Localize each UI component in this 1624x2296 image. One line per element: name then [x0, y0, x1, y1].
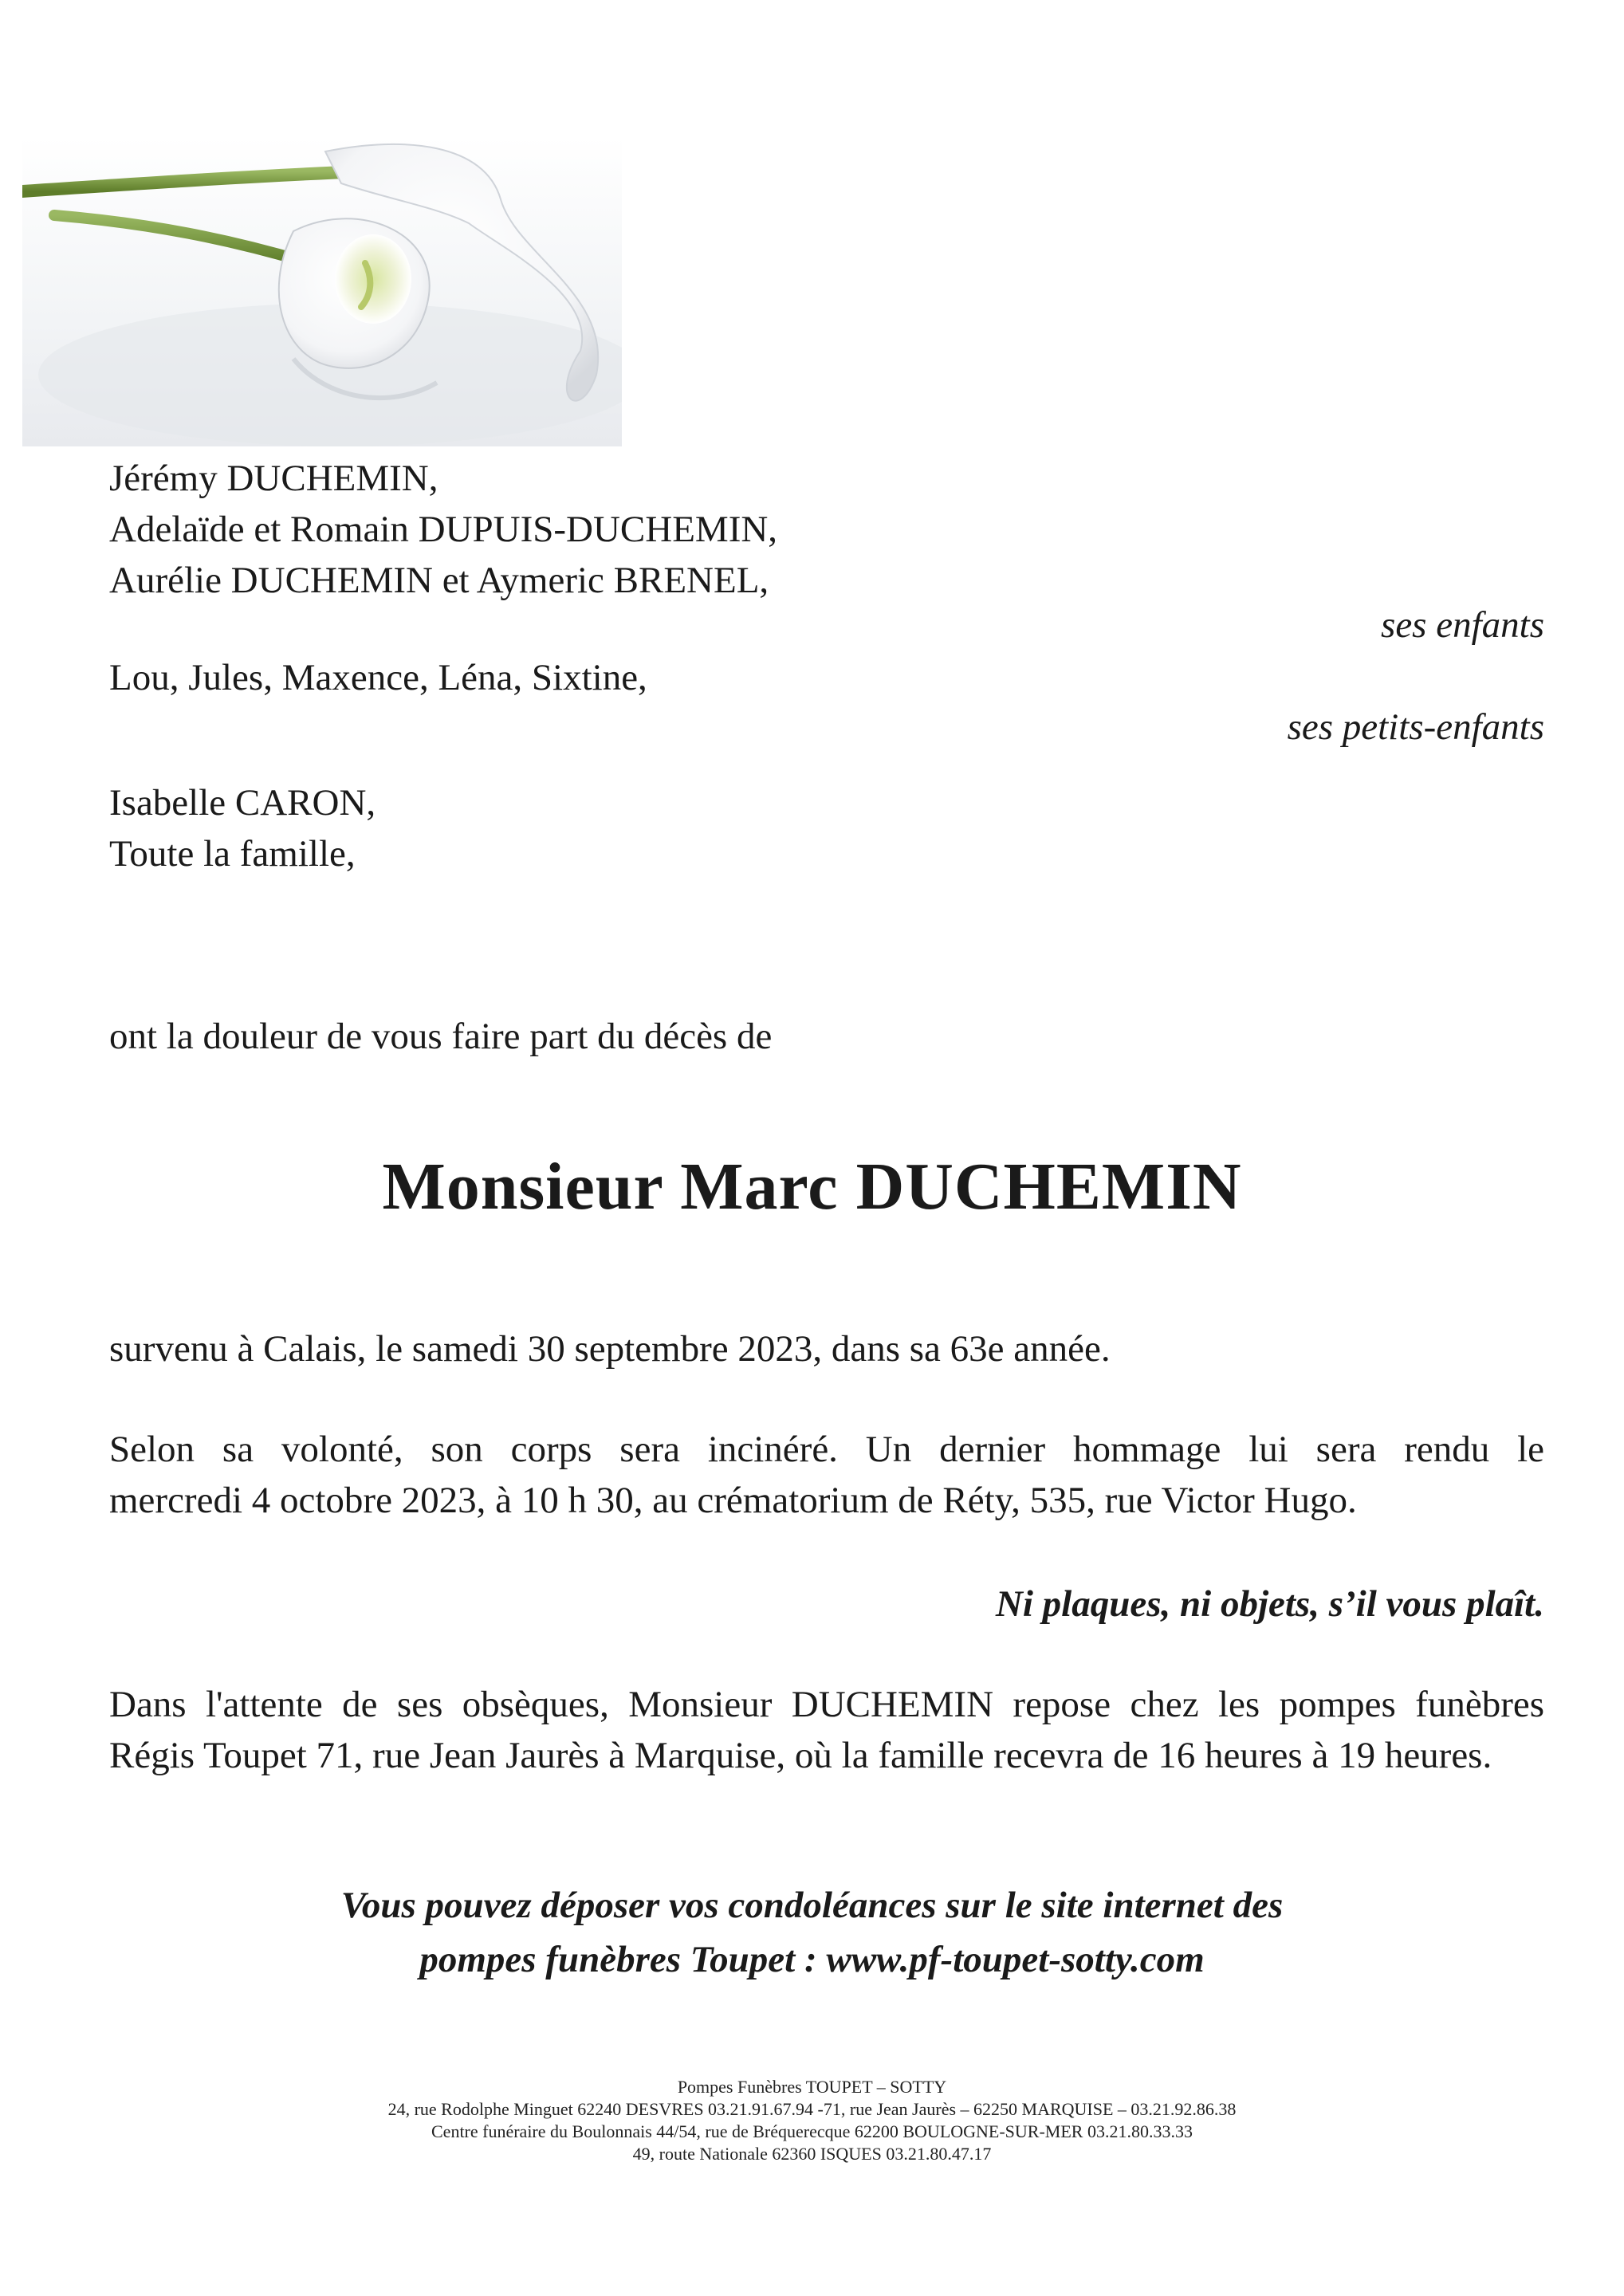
condolences-line: Vous pouvez déposer vos condoléances sur le site internet des: [340, 1885, 1284, 1926]
grandchildren-line: Lou, Jules, Maxence, Léna, Sixtine,: [109, 657, 647, 698]
announcement-intro: ont la douleur de vous faire part du décès de: [109, 1016, 773, 1057]
footer-line: Centre funéraire du Boulonnais 44/54, rue de Bréquerecque 62200 BOULOGNE-SUR-MER 03.21.80.33.33: [431, 2121, 1193, 2141]
calla-lily-image: [22, 136, 622, 446]
footer-line: 49, route Nationale 62360 ISQUES 03.21.80.47.17: [632, 2144, 992, 2164]
repose-line: Dans l'attente de ses obsèques, Monsieur DUCHEMIN repose chez les pompes funèbres: [109, 1684, 1544, 1725]
ceremony-text: [109, 1424, 1544, 1526]
footer-line: 24, rue Rodolphe Minguet 62240 DESVRES 03.21.91.67.94 -71, rue Jean Jaurès – 62250 MARQUISE – 03.21.92.86.38: [387, 2099, 1237, 2119]
ceremony-line: Selon sa volonté, son corps sera incinéré. Un dernier hommage lui sera rendu le: [109, 1429, 1544, 1470]
family-line: Aurélie DUCHEMIN et Aymeric BRENEL,: [109, 560, 769, 601]
ceremony-line: mercredi 4 octobre 2023, à 10 h 30, au crématorium de Réty, 535, rue Victor Hugo.: [109, 1480, 1357, 1521]
repose-text: [109, 1679, 1544, 1781]
family-line: Toute la famille,: [109, 833, 356, 875]
condolences-text: [0, 1878, 1624, 1987]
footer-line: Pompes Funèbres TOUPET – SOTTY: [677, 2077, 947, 2097]
children-label: ses enfants: [1381, 604, 1544, 646]
deceased-name: Monsieur Marc DUCHEMIN: [382, 1150, 1242, 1224]
condolences-line: pompes funèbres Toupet : www.pf-toupet-sotty.com: [419, 1939, 1205, 1980]
family-other: [109, 777, 376, 879]
death-info: survenu à Calais, le samedi 30 septembre 2023, dans sa 63e année.: [109, 1328, 1111, 1370]
family-line: Jérémy DUCHEMIN,: [109, 458, 438, 499]
family-line: Isabelle CARON,: [109, 782, 376, 824]
grandchildren-label: ses petits-enfants: [1287, 706, 1544, 748]
request-no-plaques: Ni plaques, ni objets, s’il vous plaît.: [995, 1583, 1544, 1625]
funeral-home-footer: [0, 2076, 1624, 2165]
repose-line: Régis Toupet 71, rue Jean Jaurès à Marquise, où la famille recevra de 16 heures à 19 heures.: [109, 1735, 1492, 1776]
family-line: Adelaïde et Romain DUPUIS-DUCHEMIN,: [109, 509, 778, 550]
family-children: [109, 453, 777, 606]
